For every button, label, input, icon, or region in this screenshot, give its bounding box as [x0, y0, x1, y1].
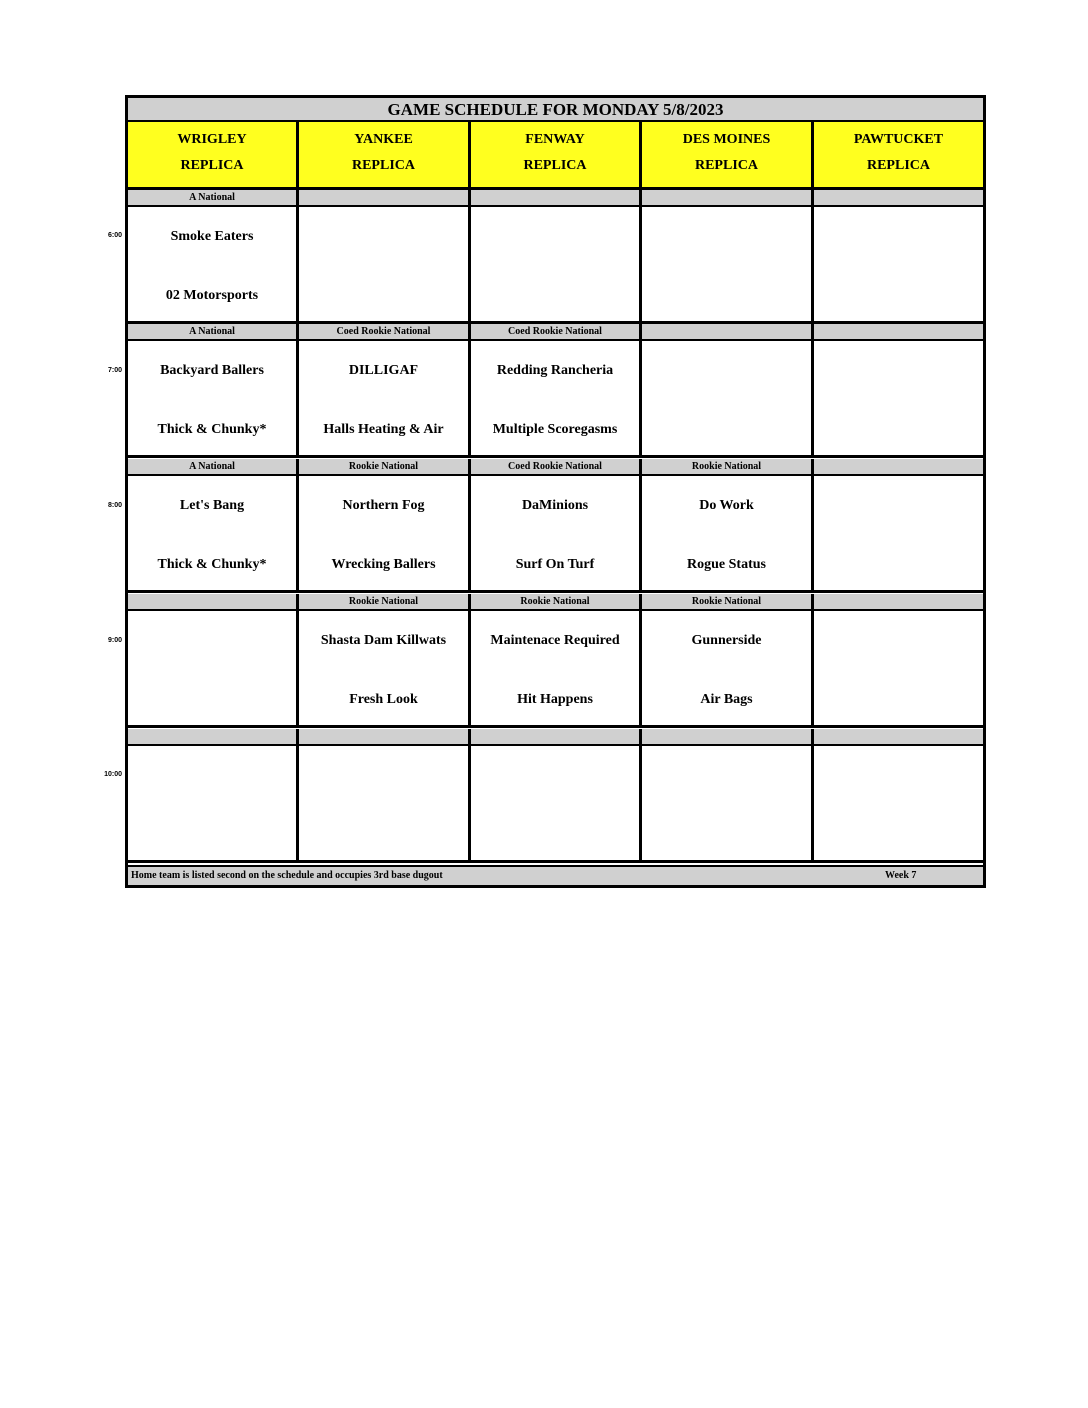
away-team: DILLIGAF: [348, 363, 419, 378]
game-cell: [471, 611, 642, 728]
away-team: Redding Rancheria: [496, 363, 614, 378]
schedule-table: [125, 95, 986, 888]
field-name: FENWAY: [525, 132, 585, 147]
field-name: PAWTUCKET: [853, 132, 944, 147]
time-label: 10:00: [104, 771, 122, 778]
away-team: Let's Bang: [179, 498, 245, 513]
field-name: DES MOINES: [682, 132, 771, 147]
home-team: Thick & Chunky*: [157, 422, 267, 437]
division-label: A National: [128, 324, 299, 341]
field-type: REPLICA: [866, 158, 930, 173]
schedule-title: GAME SCHEDULE FOR MONDAY 5/8/2023: [128, 98, 983, 122]
field-type: REPLICA: [351, 158, 415, 173]
field-header-fenway: [471, 122, 642, 190]
game-cell: [299, 476, 471, 593]
division-label: Rookie National: [642, 459, 814, 476]
home-team: Surf On Turf: [515, 557, 595, 572]
division-label: [642, 190, 814, 207]
week-label: Week 7: [885, 870, 917, 881]
away-team: Do Work: [699, 498, 754, 513]
game-cell: [299, 611, 471, 728]
division-label: [814, 459, 983, 476]
field-type: REPLICA: [523, 158, 587, 173]
division-label: Coed Rookie National: [471, 324, 642, 341]
game-cell: [642, 611, 814, 728]
away-team: Gunnerside: [691, 633, 762, 648]
game-cell: [642, 746, 814, 863]
division-label: Rookie National: [471, 594, 642, 611]
division-label: [814, 324, 983, 341]
division-label: Rookie National: [299, 594, 471, 611]
game-cell: [642, 341, 814, 458]
field-header-pawtucket: [814, 122, 983, 190]
game-cell: [471, 476, 642, 593]
field-header-wrigley: [128, 122, 299, 190]
division-label: A National: [128, 459, 299, 476]
game-cell: [128, 207, 299, 324]
game-cell: [814, 476, 983, 593]
away-team: Smoke Eaters: [170, 229, 254, 244]
division-label: [299, 729, 471, 746]
game-cell: [814, 746, 983, 863]
field-name: YANKEE: [354, 132, 413, 147]
division-label: [642, 729, 814, 746]
division-label: Rookie National: [642, 594, 814, 611]
home-team: Fresh Look: [349, 692, 418, 707]
game-cell: [471, 207, 642, 324]
field-header-des-moines: [642, 122, 814, 190]
game-cell: [642, 207, 814, 324]
division-label: Coed Rookie National: [299, 324, 471, 341]
field-name: WRIGLEY: [177, 132, 247, 147]
game-cell: [814, 611, 983, 728]
home-team: Hit Happens: [517, 692, 593, 707]
division-label: [128, 594, 299, 611]
division-label: [814, 594, 983, 611]
home-team: Rogue Status: [687, 557, 766, 572]
away-team: Backyard Ballers: [160, 363, 264, 378]
game-cell: [642, 476, 814, 593]
home-team-note: Home team is listed second on the schedule and occupies 3rd base dugout: [131, 870, 443, 881]
game-cell: [814, 341, 983, 458]
game-cell: [299, 746, 471, 863]
away-team: DaMinions: [521, 498, 589, 513]
home-team: 02 Motorsports: [165, 288, 259, 303]
time-label: 6:00: [107, 232, 122, 239]
away-team: Maintenace Required: [490, 633, 620, 648]
game-cell: [471, 746, 642, 863]
time-label: 7:00: [107, 367, 122, 374]
division-label: [471, 729, 642, 746]
schedule-footer: [128, 865, 983, 885]
division-label: [471, 190, 642, 207]
game-cell: [128, 341, 299, 458]
game-cell: [299, 207, 471, 324]
home-team: Air Bags: [700, 692, 753, 707]
division-label: [299, 190, 471, 207]
game-cell: [128, 746, 299, 863]
away-team: Northern Fog: [342, 498, 425, 513]
home-team: Halls Heating & Air: [323, 422, 444, 437]
away-team: Shasta Dam Killwats: [320, 633, 447, 648]
division-label: [814, 729, 983, 746]
home-team: Wrecking Ballers: [331, 557, 436, 572]
game-cell: [299, 341, 471, 458]
field-type: REPLICA: [694, 158, 758, 173]
home-team: Thick & Chunky*: [157, 557, 267, 572]
division-label: [128, 729, 299, 746]
game-cell: [471, 341, 642, 458]
division-label: Rookie National: [299, 459, 471, 476]
time-label: 9:00: [107, 637, 122, 644]
division-label: [642, 324, 814, 341]
game-cell: [814, 207, 983, 324]
game-cell: [128, 476, 299, 593]
home-team: Multiple Scoregasms: [492, 422, 618, 437]
field-type: REPLICA: [180, 158, 244, 173]
division-label: A National: [128, 190, 299, 207]
time-label: 8:00: [107, 502, 122, 509]
field-header-yankee: [299, 122, 471, 190]
division-label: [814, 190, 983, 207]
division-label: Coed Rookie National: [471, 459, 642, 476]
game-cell: [128, 611, 299, 728]
